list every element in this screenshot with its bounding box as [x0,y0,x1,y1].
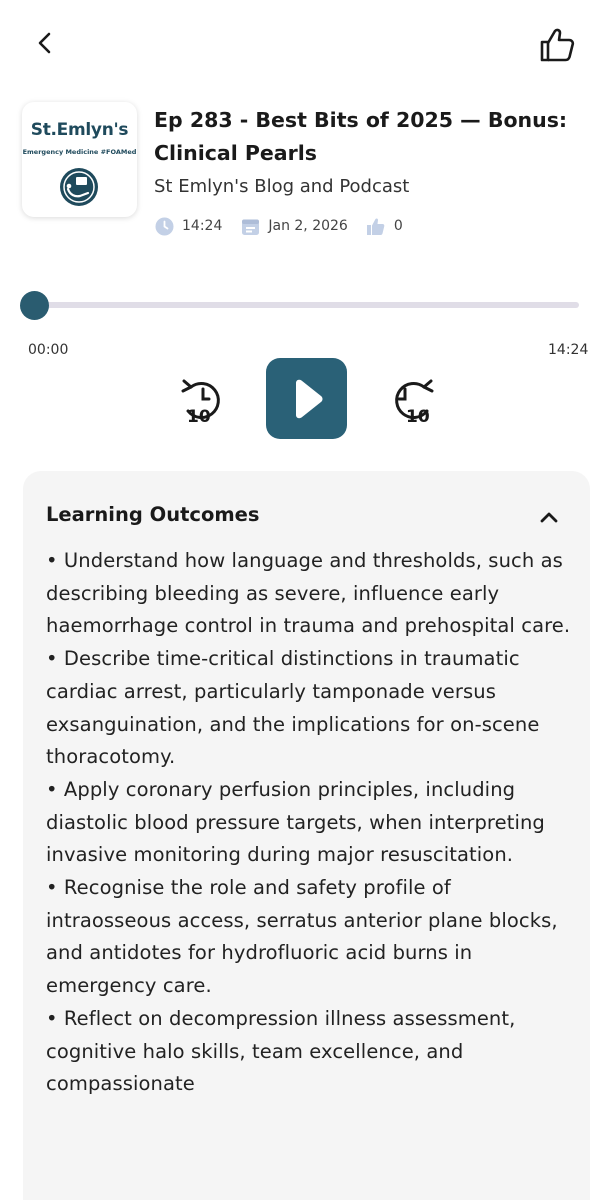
outcome-item: • Reflect on decompression illness assessment, cognitive halo skills, team excellence, and compassionate [46,1006,516,1096]
likes-meta [366,216,403,236]
outcome-item: • Understand how language and thresholds, such as describing bleeding as severe, influence early haemorrhage control in trauma and prehospital care. [46,549,571,638]
likes-count: 0 [393,218,403,234]
playback-controls [0,358,613,440]
duration-text: 14:24 [182,218,223,234]
stethoscope-logo-icon [59,167,99,207]
rewind-10-button[interactable] [177,375,231,425]
episode-header [22,102,592,252]
thumbs-up-icon [539,28,575,62]
episode-title: Ep 283 - Best Bits of 2025 — Bonus: Clinical Pearls [154,108,568,165]
total-time: 14:24 [548,342,589,358]
podcast-artwork [22,102,137,217]
date-meta [240,216,347,236]
top-bar [0,0,613,90]
learning-outcomes-title: Learning Outcomes [46,503,260,526]
like-episode-button[interactable] [536,24,578,66]
outcome-item: • Apply coronary perfusion principles, including diastolic blood pressure targets, when interpreting invasive monitoring during major resuscitation. [46,777,545,867]
back-button[interactable] [28,26,62,60]
progress-thumb[interactable] [20,291,49,320]
current-time: 00:00 [28,342,69,358]
play-button[interactable] [266,358,347,439]
chevron-up-icon [540,511,558,523]
podcast-name[interactable]: St Emlyn's Blog and Podcast [154,176,410,197]
artwork-subtitle: Emergency Medicine #FOAMed [22,148,137,156]
outcome-item: • Describe time-critical distinctions in traumatic cardiac arrest, particularly tamponade versus exsanguination, and the implications for on-scene thoracotomy. [46,647,540,769]
play-icon [288,379,326,419]
calendar-icon [240,216,260,236]
collapse-button[interactable] [535,503,563,531]
rewind-10-icon [177,375,231,425]
clock-icon [154,216,174,236]
artwork-brand: St.Emlyn's [30,120,129,140]
outcome-item: • Recognise the role and safety profile of intraosseous access, serratus anterior plane blocks, and antidotes for hydrofluoric acid burns in emergency care. [46,876,558,998]
forward-10-label: 10 [406,407,430,425]
thumbs-up-icon [366,216,386,236]
date-text: Jan 2, 2026 [268,218,348,234]
learning-outcomes-card [23,471,590,1200]
progress-track[interactable] [34,302,579,308]
forward-10-icon [384,375,438,425]
duration-meta [154,216,222,236]
episode-meta [154,214,421,238]
forward-10-button[interactable] [384,375,438,425]
learning-outcomes-body [46,545,576,1101]
rewind-10-label: 10 [187,407,211,425]
chevron-left-icon [36,32,54,54]
playback-progress[interactable] [20,290,580,322]
